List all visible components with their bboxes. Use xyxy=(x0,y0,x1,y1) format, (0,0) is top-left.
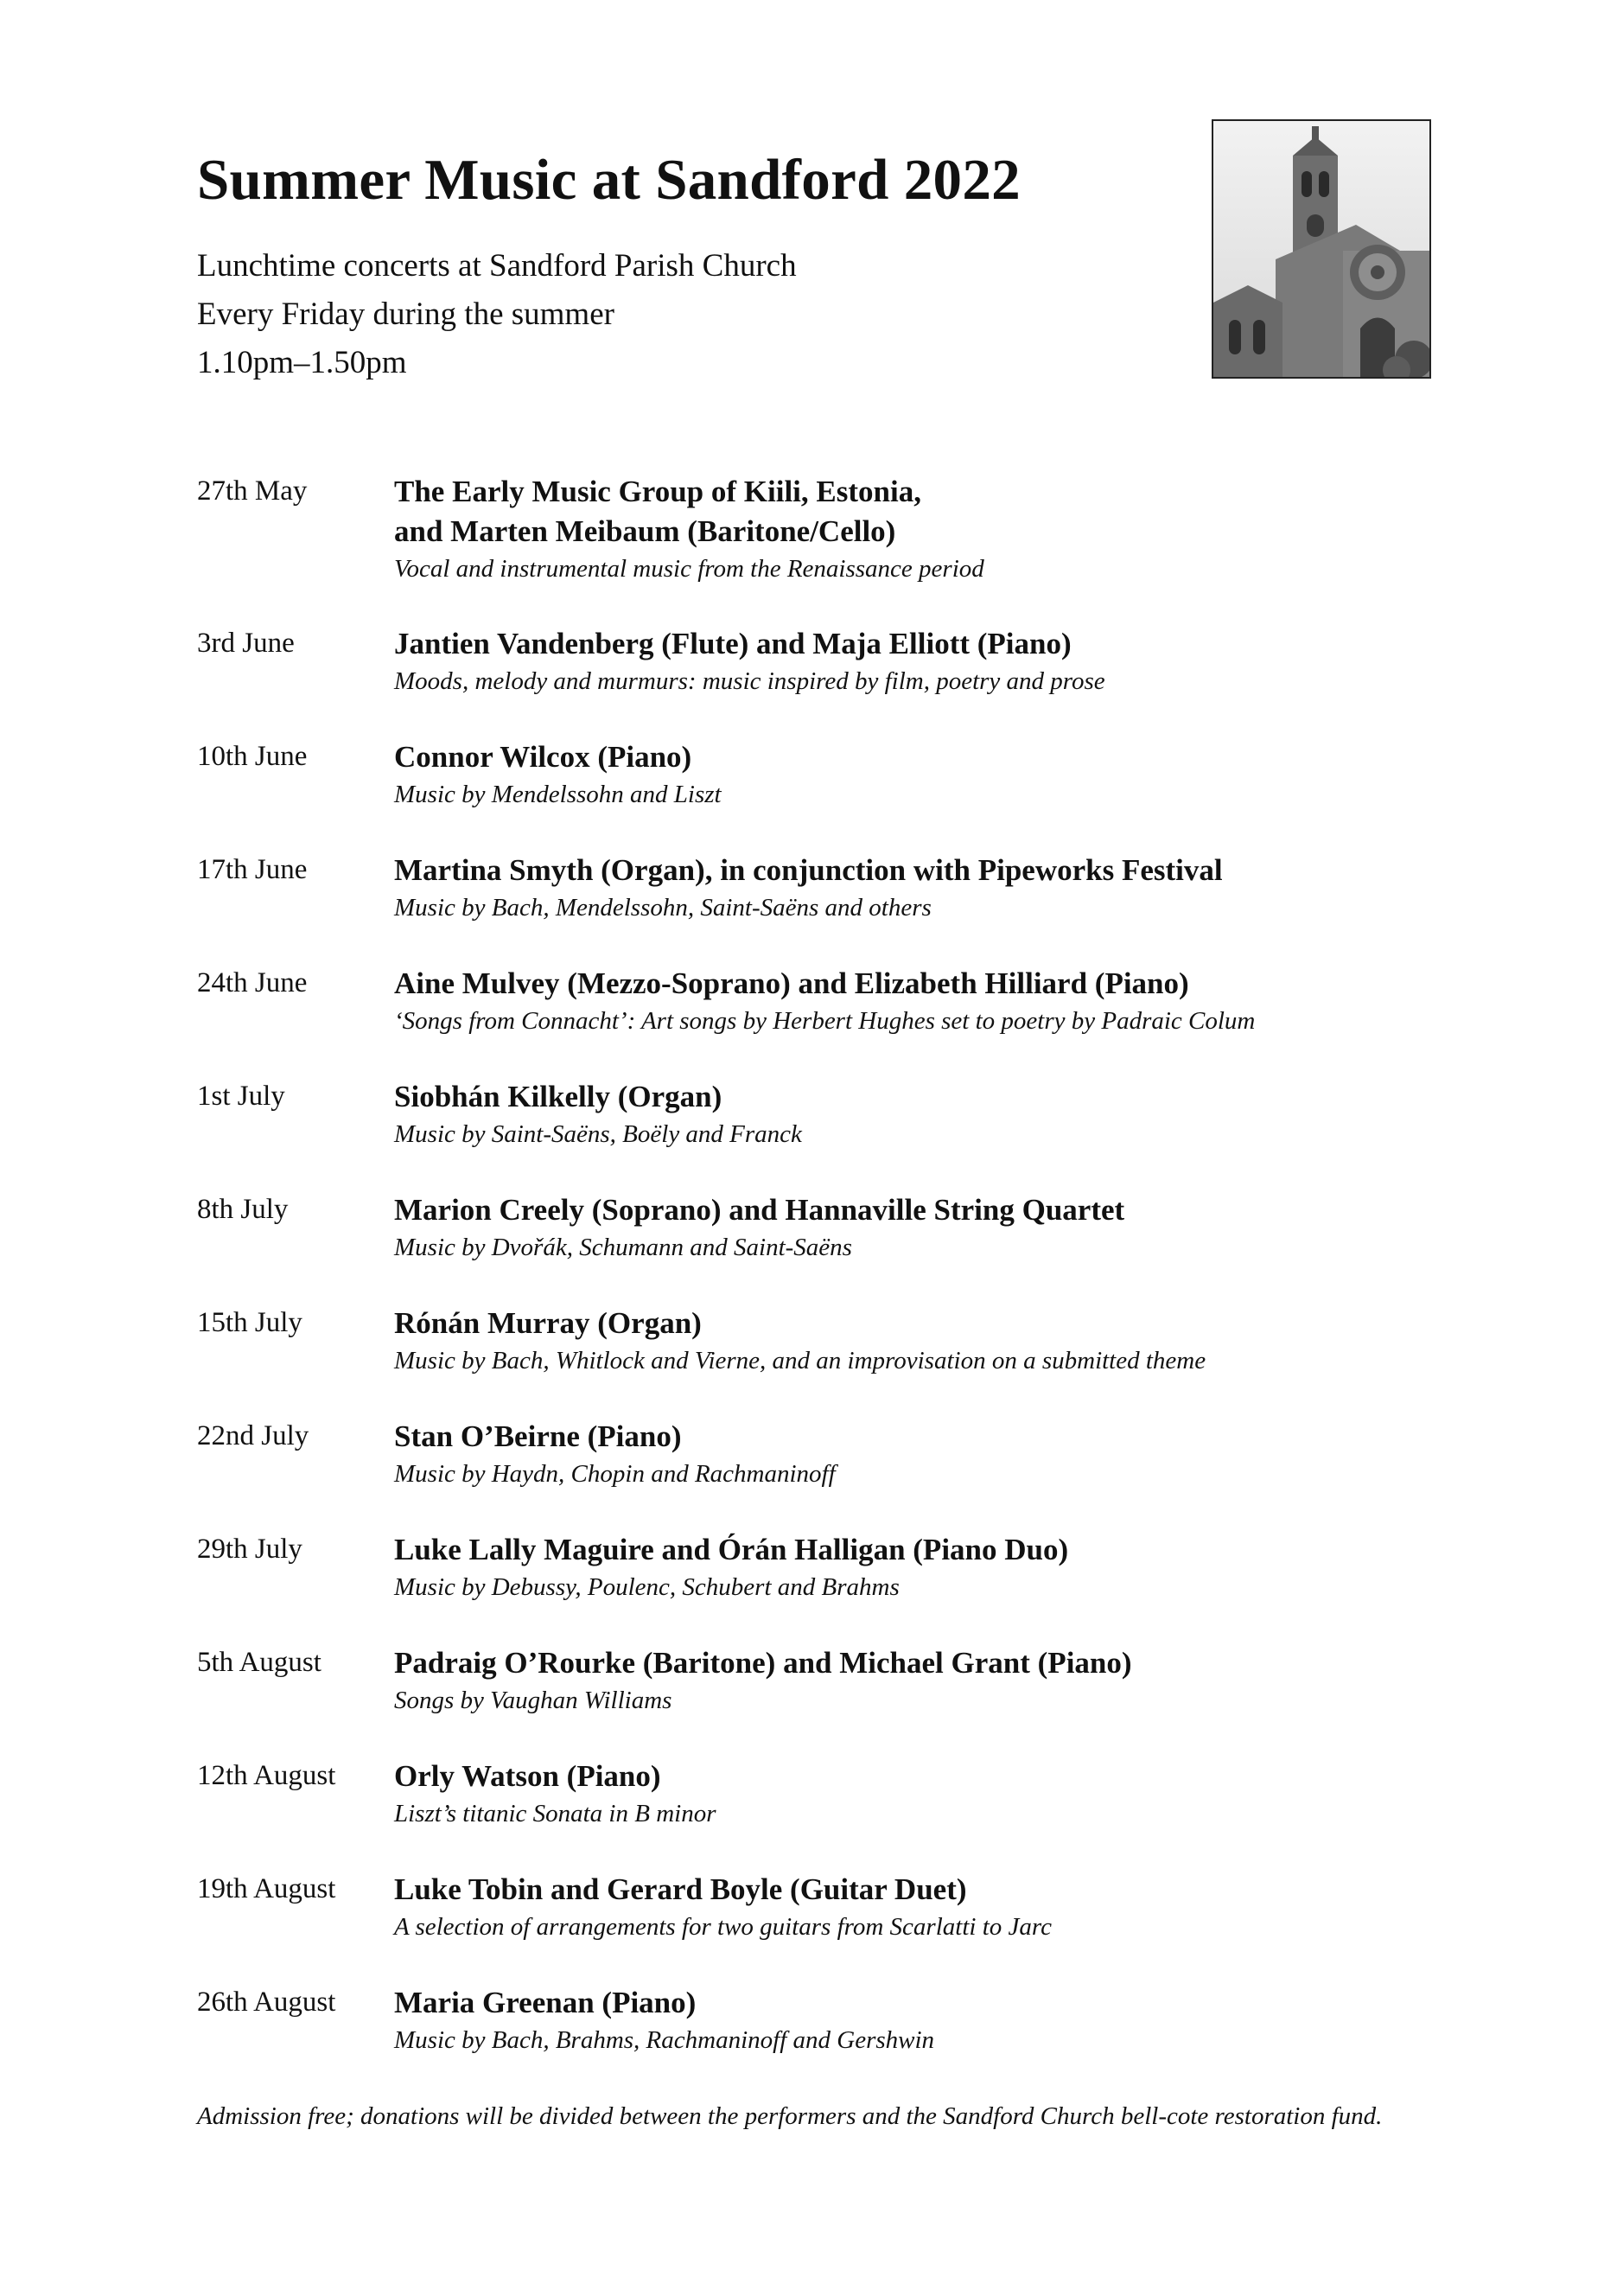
concert-date: 19th August xyxy=(197,1873,336,1904)
concert-programme: Vocal and instrumental music from the Renaissance period xyxy=(394,555,984,583)
concert-performers: Padraig O’Rourke (Baritone) and Michael Grant (Piano) xyxy=(394,1646,1132,1680)
concert-date: 10th June xyxy=(197,741,308,772)
concert-performers-continued: and Marten Meibaum (Baritone/Cello) xyxy=(394,514,896,548)
concert-date: 1st July xyxy=(197,1081,285,1112)
concert-details xyxy=(394,1643,1466,1718)
concert-performers: Siobhán Kilkelly (Organ) xyxy=(394,1080,722,1113)
concert-performers: Luke Lally Maguire and Órán Halligan (Piano Duo) xyxy=(394,1533,1069,1566)
concert-details xyxy=(394,737,1466,812)
church-image xyxy=(1213,121,1429,377)
concert-date: 3rd June xyxy=(197,628,295,659)
concert-programme: Music by Saint-Saëns, Boëly and Franck xyxy=(394,1120,802,1148)
concert-details xyxy=(394,851,1466,925)
concert-programme: Songs by Vaughan Williams xyxy=(394,1687,672,1714)
concert-details xyxy=(394,1983,1466,2057)
concert-item xyxy=(197,1870,1467,1983)
concert-date: 17th June xyxy=(197,854,308,885)
concert-performers: Martina Smyth (Organ), in conjunction with Pipeworks Festival xyxy=(394,853,1223,887)
concert-performers: Orly Watson (Piano) xyxy=(394,1759,661,1793)
concert-details xyxy=(394,1304,1466,1378)
concert-date: 22nd July xyxy=(197,1420,309,1451)
concert-performers: Luke Tobin and Gerard Boyle (Guitar Duet) xyxy=(394,1872,967,1906)
concert-performers: Rónán Murray (Organ) xyxy=(394,1306,702,1340)
concert-date: 26th August xyxy=(197,1987,336,2018)
intro-block xyxy=(197,242,797,387)
concert-date: 29th July xyxy=(197,1534,302,1565)
concert-programme: Music by Bach, Mendelssohn, Saint-Saëns and others xyxy=(394,894,932,922)
concert-date: 5th August xyxy=(197,1647,321,1678)
concert-item xyxy=(197,1643,1467,1757)
concert-item xyxy=(197,964,1467,1077)
concert-details xyxy=(394,1077,1466,1151)
concert-item xyxy=(197,737,1467,851)
concert-programme: Music by Debussy, Poulenc, Schubert and Brahms xyxy=(394,1573,900,1601)
concert-details xyxy=(394,1530,1466,1604)
concert-performers: Jantien Vandenberg (Flute) and Maja Elliott (Piano) xyxy=(394,627,1072,660)
concert-details xyxy=(394,472,1466,586)
concert-programme: Music by Haydn, Chopin and Rachmaninoff xyxy=(394,1460,836,1488)
concert-details xyxy=(394,964,1466,1038)
page-title: Summer Music at Sandford 2022 xyxy=(197,147,1021,212)
concert-item xyxy=(197,1190,1467,1304)
concert-programme: Moods, melody and murmurs: music inspired by film, poetry and prose xyxy=(394,667,1105,695)
concert-performers: Aine Mulvey (Mezzo-Soprano) and Elizabeth Hilliard (Piano) xyxy=(394,966,1189,1000)
concert-date: 12th August xyxy=(197,1760,336,1791)
concert-schedule xyxy=(197,472,1467,2096)
concert-item xyxy=(197,851,1467,964)
concert-programme: Music by Dvořák, Schumann and Saint-Saëns xyxy=(394,1234,852,1261)
concert-date: 15th July xyxy=(197,1307,302,1338)
intro-venue: Lunchtime concerts at Sandford Parish Church xyxy=(197,248,797,284)
concert-item xyxy=(197,1983,1467,2096)
concert-performers: Stan O’Beirne (Piano) xyxy=(394,1419,682,1453)
concert-details xyxy=(394,1417,1466,1491)
concert-programme: Music by Mendelssohn and Liszt xyxy=(394,781,722,808)
concert-performers: The Early Music Group of Kiili, Estonia, xyxy=(394,475,921,508)
concert-item xyxy=(197,1077,1467,1190)
concert-date: 27th May xyxy=(197,475,308,507)
concert-item xyxy=(197,1530,1467,1643)
concert-details xyxy=(394,1757,1466,1831)
intro-time: 1.10pm–1.50pm xyxy=(197,345,407,380)
concert-date: 8th July xyxy=(197,1194,289,1225)
admission-note: Admission free; donations will be divided between the performers and the Sandford Church bell-cote restoration fund. xyxy=(197,2102,1383,2130)
concert-date: 24th June xyxy=(197,967,308,998)
concert-item xyxy=(197,1304,1467,1417)
concert-item xyxy=(197,1757,1467,1870)
concert-details xyxy=(394,1870,1466,1944)
concert-item xyxy=(197,472,1467,624)
concert-programme: Music by Bach, Brahms, Rachmaninoff and Gershwin xyxy=(394,2026,935,2054)
concert-item xyxy=(197,624,1467,737)
concert-performers: Maria Greenan (Piano) xyxy=(394,1986,697,2019)
concert-details xyxy=(394,1190,1466,1265)
intro-schedule: Every Friday during the summer xyxy=(197,297,614,332)
concert-performers: Marion Creely (Soprano) and Hannaville String Quartet xyxy=(394,1193,1125,1227)
concert-performers: Connor Wilcox (Piano) xyxy=(394,740,692,774)
concert-programme: A selection of arrangements for two guitars from Scarlatti to Jarc xyxy=(394,1913,1052,1941)
concert-programme: Liszt’s titanic Sonata in B minor xyxy=(394,1800,716,1827)
concert-programme: Music by Bach, Whitlock and Vierne, and an improvisation on a submitted theme xyxy=(394,1347,1206,1374)
concert-programme: ‘Songs from Connacht’: Art songs by Herbert Hughes set to poetry by Padraic Colum xyxy=(394,1007,1256,1035)
concert-details xyxy=(394,624,1466,698)
church-photo xyxy=(1212,119,1431,379)
concert-item xyxy=(197,1417,1467,1530)
